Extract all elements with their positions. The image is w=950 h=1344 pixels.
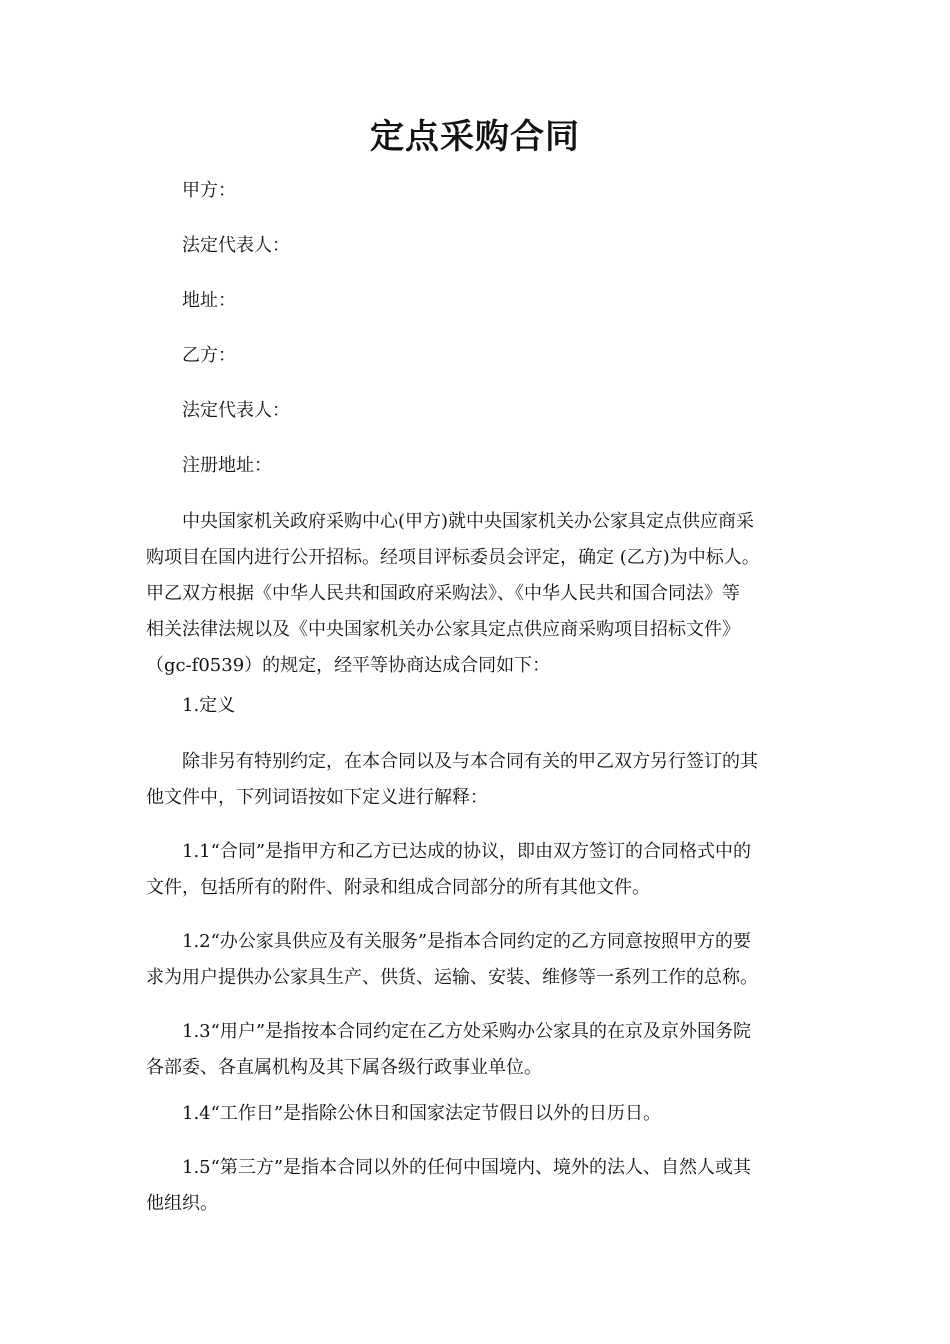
clause-line: 1.3“用户”是指按本合同约定在乙方处采购办公家具的在京及京外国务院 — [182, 1021, 752, 1042]
clause-line: 1.4“工作日”是指除公休日和国家法定节假日以外的日历日。 — [182, 1103, 662, 1124]
clause-line: 求为用户提供办公家具生产、供货、运输、安装、维修等一系列工作的总称。 — [146, 967, 758, 988]
clause-line: 1.2“办公家具供应及有关服务”是指本合同约定的乙方同意按照甲方的要 — [182, 931, 752, 952]
definition-intro-line: 除非另有特别约定，在本合同以及与本合同有关的甲乙双方另行签订的其 — [182, 751, 758, 772]
clause-line: 他组织。 — [146, 1193, 218, 1214]
intro-line: （gc-f0539）的规定，经平等协商达成合同如下： — [146, 655, 551, 676]
party-b-representative-field: 法定代表人： — [182, 400, 290, 421]
intro-paragraph — [146, 504, 810, 684]
clause-1-4 — [146, 1096, 810, 1132]
intro-line: 甲乙双方根据《中华人民共和国政府采购法》、《中华人民共和国合同法》等 — [146, 583, 740, 604]
party-a-representative-field: 法定代表人： — [182, 235, 290, 256]
clause-1-2 — [146, 924, 810, 996]
definition-intro-paragraph — [146, 744, 810, 816]
definition-intro-line: 他文件中，下列词语按如下定义进行解释： — [146, 787, 488, 808]
clause-1-3 — [146, 1014, 810, 1086]
clause-line: 各部委、各直属机构及其下属各级行政事业单位。 — [146, 1057, 542, 1078]
party-a-field: 甲方： — [182, 180, 236, 201]
clause-1-1 — [146, 834, 810, 906]
intro-line: 相关法律法规以及《中央国家机关办公家具定点供应商采购项目招标文件》 — [146, 619, 740, 640]
intro-line: 购项目在国内进行公开招标。经项目评标委员会评定，确定 (乙方)为中标人。 — [146, 547, 760, 568]
party-a-address-field: 地址： — [182, 290, 236, 311]
clause-line: 文件，包括所有的附件、附录和组成合同部分的所有其他文件。 — [146, 877, 650, 898]
document-title: 定点采购合同 — [370, 117, 580, 157]
intro-line: 中央国家机关政府采购中心(甲方)就中央国家机关办公家具定点供应商采 — [182, 511, 755, 532]
section-heading-definitions: 1.定义 — [182, 695, 236, 716]
clause-1-5 — [146, 1150, 810, 1222]
party-b-field: 乙方： — [182, 345, 236, 366]
clause-line: 1.5“第三方”是指本合同以外的任何中国境内、境外的法人、自然人或其 — [182, 1157, 752, 1178]
party-b-address-field: 注册地址： — [182, 455, 272, 476]
clause-line: 1.1“合同”是指甲方和乙方已达成的协议，即由双方签订的合同格式中的 — [182, 841, 752, 862]
